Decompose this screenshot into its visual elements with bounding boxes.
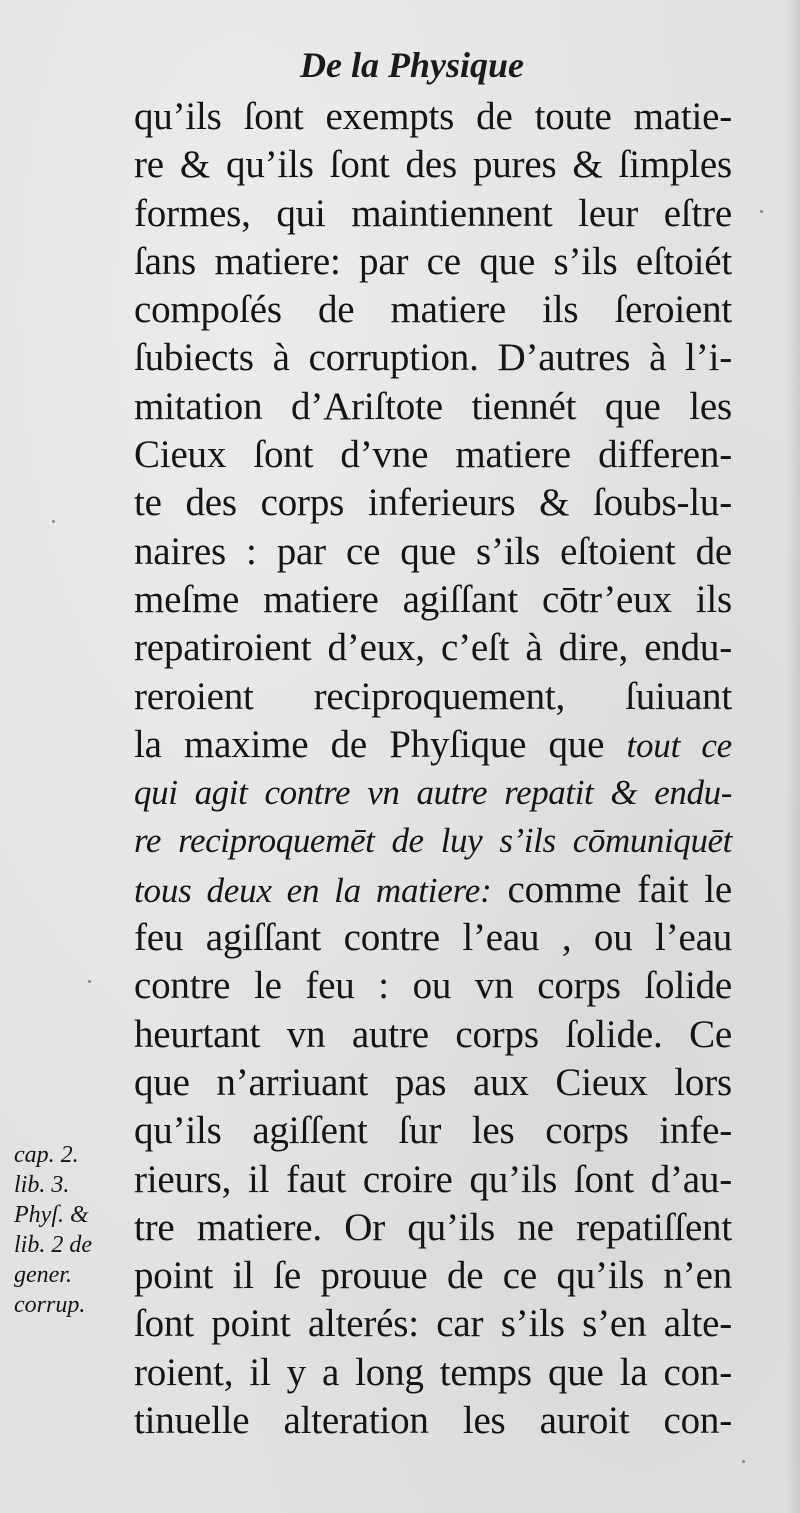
italic-text-line: qui agit contre vn autre repatit & endu- xyxy=(134,773,732,813)
paper-speck xyxy=(760,210,763,213)
text-line: qu’ils ſont exempts de toute matie- xyxy=(134,95,732,138)
running-head: De la Physique xyxy=(300,45,524,85)
text-line-italic-part: tout ce xyxy=(626,725,732,765)
paper-speck xyxy=(742,1460,745,1463)
margin-citation-line: lib. 3. xyxy=(14,1172,70,1198)
margin-citation-line: gener. xyxy=(14,1262,72,1288)
text-line: rieurs, il faut croire qu’ils ſont d’au- xyxy=(134,1157,732,1201)
text-line: Cieux ſont d’vne matiere differen- xyxy=(134,433,732,477)
text-line: ſubiects à corruption. D’autres à l’i- xyxy=(134,336,732,380)
text-line-mixed xyxy=(134,721,732,769)
paper-speck xyxy=(52,520,55,523)
text-line-italic-part: tous deux en la matiere: xyxy=(134,870,492,910)
text-line: roient, il y a long temps que la con- xyxy=(134,1350,732,1394)
text-line-mixed xyxy=(134,866,732,914)
text-line: formes, qui maintiennent leur eſtre xyxy=(134,191,732,235)
text-line: repatiroient d’eux, c’eſt à dire, endu- xyxy=(134,626,732,670)
text-line: contre le feu : ou vn corps ſolide xyxy=(134,964,732,1008)
text-line-roman-part: la maxime de Phyſique que xyxy=(134,722,605,766)
text-line: re & qu’ils ſont des pures & ſimples xyxy=(134,143,732,187)
text-line: meſme matiere agiſſant cōtr’eux ils xyxy=(134,577,732,621)
text-line: tinuelle alteration les auroit con- xyxy=(134,1399,732,1443)
margin-citation-line: cap. 2. xyxy=(14,1142,79,1168)
text-line: heurtant vn autre corps ſolide. Ce xyxy=(134,1012,732,1056)
page-edge-shadow xyxy=(786,0,800,1513)
text-line: point il ſe prouue de ce qu’ils n’en xyxy=(134,1254,732,1298)
text-line: te des corps inferieurs & ſoubs-lu- xyxy=(134,481,732,525)
text-line: feu agiſſant contre l’eau , ou l’eau xyxy=(134,916,732,960)
text-line: compoſés de matiere ils ſeroient xyxy=(134,288,732,332)
text-line: tre matiere. Or qu’ils ne repatiſſent xyxy=(134,1205,732,1249)
text-line-roman-part: comme fait le xyxy=(507,867,732,911)
text-line: ſans matiere: par ce que s’ils eſtoiét xyxy=(134,239,732,283)
italic-text-line: re reciproquemēt de luy s’ils cōmuniquēt xyxy=(134,821,732,861)
text-line: ſont point alterés: car s’ils s’en alte- xyxy=(134,1302,732,1346)
text-line: naires : par ce que s’ils eſtoient de xyxy=(134,529,732,573)
paper-speck xyxy=(88,980,91,983)
margin-citation-line: corrup. xyxy=(14,1292,86,1318)
margin-citation xyxy=(14,1140,134,1320)
text-line: reroient reciproquement, ſuiuant xyxy=(134,674,732,718)
text-line: que n’arriuant pas aux Cieux lors xyxy=(134,1060,732,1104)
margin-citation-line: lib. 2 de xyxy=(14,1232,92,1258)
margin-citation-line: Phyſ. & xyxy=(14,1202,89,1228)
main-text-block xyxy=(134,93,732,1445)
text-line: qu’ils agiſſent ſur les corps infe- xyxy=(134,1109,732,1153)
text-line: mitation d’Ariſtote tiennét que les xyxy=(134,384,732,428)
